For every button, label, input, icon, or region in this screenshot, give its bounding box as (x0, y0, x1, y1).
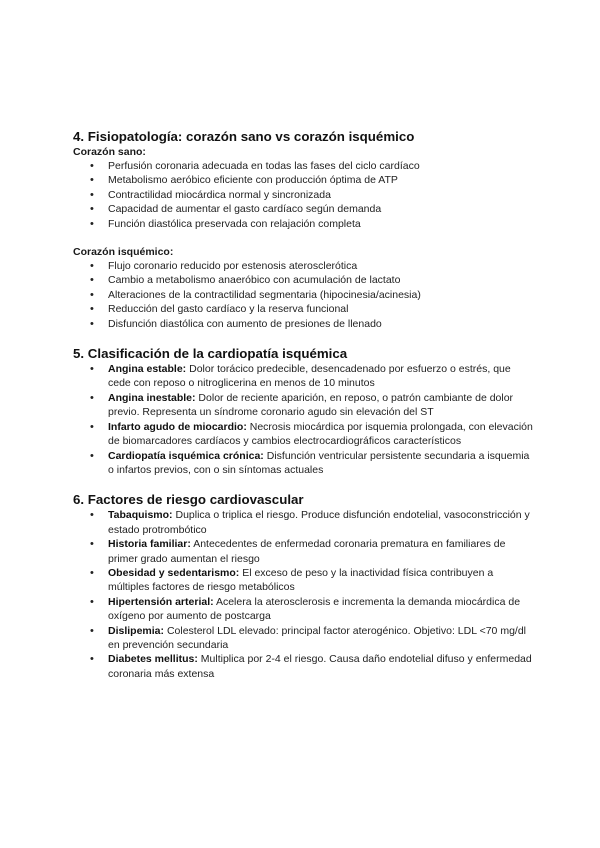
list-item (73, 624, 533, 653)
document-content (73, 128, 533, 681)
list-item: • Flujo coronario reducido por estenosis aterosclerótica (73, 259, 533, 273)
item-term: Diabetes mellitus: (108, 653, 198, 666)
item-text: El exceso de peso y la inactividad física contribuyen a múltiples factores de riesgo metabólicos (108, 566, 494, 594)
section-6-title: 6. Factores de riesgo cardiovascular (73, 492, 304, 508)
classification-list (73, 362, 533, 477)
item-text: Duplica o triplica el riesgo. Produce disfunción endotelial, vasoconstricción y estado protrombótico (108, 509, 530, 536)
risk-factors-list (73, 508, 533, 681)
list-item (73, 537, 533, 566)
item-text: Antecedentes de enfermedad coronaria prematura en familiares de primer grado aumentan el riesgo (108, 538, 506, 565)
list-item (73, 595, 533, 624)
list-item: • Función diastólica preservada con relajación completa (73, 217, 533, 231)
item-term: Obesidad y sedentarismo: (108, 566, 240, 579)
list-item: • Perfusión coronaria adecuada en todas las fases del ciclo cardíaco (73, 159, 533, 173)
item-text: Acelera la aterosclerosis e incrementa la demanda miocárdica de oxígeno por aumento de postcarga (108, 595, 521, 623)
list-item: • Alteraciones de la contractilidad segmentaria (hipocinesia/acinesia) (73, 288, 533, 302)
list-item: • Metabolismo aeróbico eficiente con producción óptima de ATP (73, 173, 533, 187)
item-text: Disfunción ventricular persistente secundaria a isquemia o infartos previos, con o sin síntomas actuales (108, 449, 530, 476)
item-term: Tabaquismo: (108, 509, 173, 522)
healthy-heart-list (73, 159, 533, 231)
item-text: Dolor de reciente aparición, en reposo, o patrón cambiante de dolor previo. Representa un síndrome coronario agudo sin elevación del ST (108, 391, 514, 419)
item-text: Multiplica por 2-4 el riesgo. Causa daño endotelial difuso y enfermedad coronaria más extensa (108, 653, 532, 680)
list-item (73, 508, 533, 537)
ischemic-heart-list (73, 259, 533, 331)
list-item (73, 566, 533, 595)
list-item: • Capacidad de aumentar el gasto cardíaco según demanda (73, 202, 533, 216)
section-4-title: 4. Fisiopatología: corazón sano vs corazón isquémico (73, 129, 415, 144)
item-text: Necrosis miocárdica por isquemia prolongada, con elevación de biomarcadores cardíacos y cambios electrocardiográficos característicos (108, 420, 533, 448)
list-item: • Reducción del gasto cardíaco y la reserva funcional (73, 302, 533, 316)
list-item (73, 449, 533, 478)
item-term: Dislipemia: (108, 624, 165, 637)
item-term: Hipertensión arterial: (108, 595, 214, 608)
list-item (73, 652, 533, 681)
section-5-title: 5. Clasificación de la cardiopatía isquémica (73, 346, 348, 362)
list-item (73, 391, 533, 420)
list-item: • Cambio a metabolismo anaeróbico con acumulación de lactato (73, 273, 533, 287)
item-text: Colesterol LDL elevado: principal factor aterogénico. Objetivo: LDL <70 mg/dl en prevención secundaria (108, 624, 526, 651)
healthy-heart-subtitle: Corazón sano: (73, 146, 146, 158)
item-term: Cardiopatía isquémica crónica: (108, 449, 264, 462)
list-item: • Contractilidad miocárdica normal y sincronizada (73, 188, 533, 202)
item-text: Dolor torácico predecible, desencadenado por esfuerzo o estrés, que cede con reposo o nitroglicerina en menos de 10 minutos (108, 363, 511, 390)
item-term: Angina inestable: (108, 391, 196, 404)
item-term: Infarto agudo de miocardio: (108, 420, 247, 433)
list-item (73, 420, 533, 449)
item-term: Angina estable: (108, 363, 187, 376)
list-item: • Disfunción diastólica con aumento de presiones de llenado (73, 317, 533, 331)
ischemic-heart-subtitle: Corazón isquémico: (73, 246, 174, 259)
list-item (73, 362, 533, 391)
item-term: Historia familiar: (108, 538, 191, 551)
